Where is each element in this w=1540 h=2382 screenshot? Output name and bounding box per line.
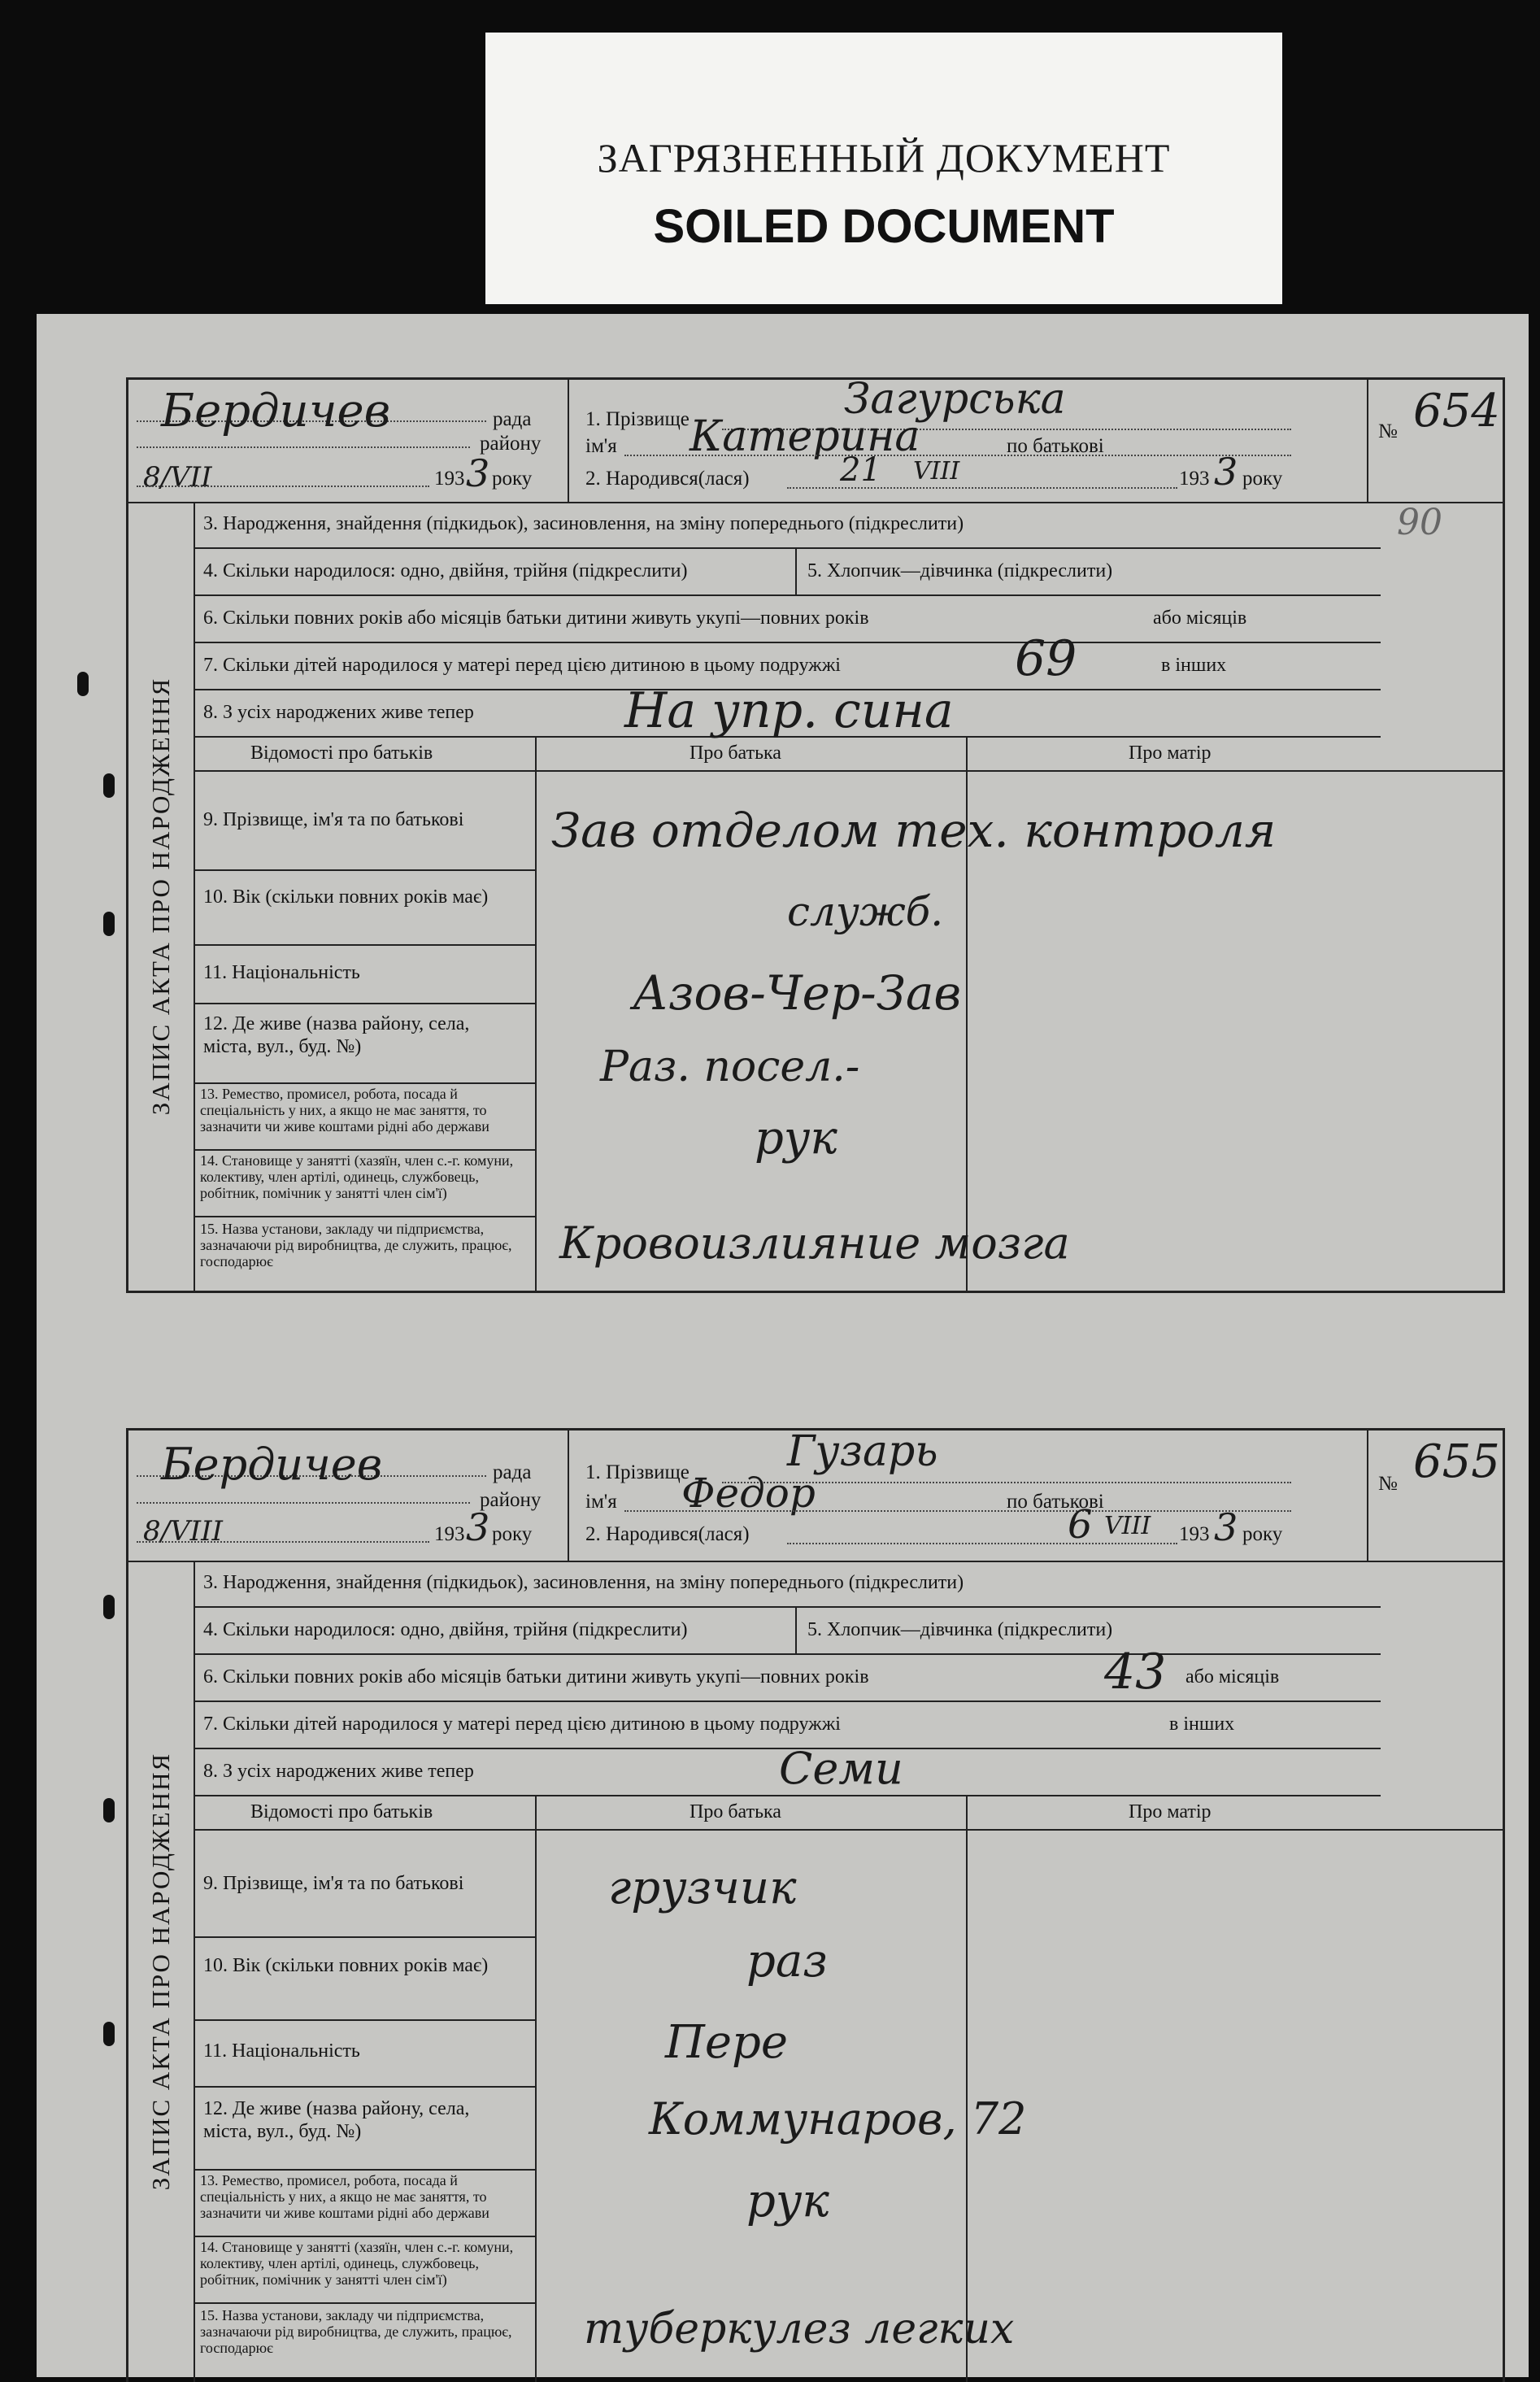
q14-label: 14. Становище у занятті (хазяїн, член с.-г. комуни, колективу, член артілі, одинець, службовець, робітник, помічник у занятті член сім'ї) bbox=[200, 2239, 514, 2288]
side-title: ЗАПИС АКТА ПРО НАРОДЖЕННЯ bbox=[128, 1561, 195, 2382]
q10-label: 10. Вік (скільки повних років має) bbox=[203, 1955, 489, 1976]
year-label-2: 193 bbox=[1179, 468, 1210, 490]
q10-label: 10. Вік (скільки повних років має) bbox=[203, 886, 489, 908]
po-batkovi-label: по батькові bbox=[1007, 435, 1104, 457]
margin-note: 90 bbox=[1397, 502, 1442, 543]
binding-hole bbox=[103, 2022, 115, 2046]
registration-year: 3 bbox=[466, 1505, 490, 1549]
record-header bbox=[128, 375, 1503, 503]
q9-label: 9. Прізвище, ім'я та по батькові bbox=[203, 1873, 464, 1894]
q3-label: 3. Народження, знайдення (підкидьок), засиновлення, на зміну попереднього (підкреслити) bbox=[203, 513, 964, 534]
q7-value: 69 bbox=[1015, 630, 1077, 687]
col-father: Про батька bbox=[690, 1801, 781, 1822]
q6-label: 6. Скільки повних років або місяців батьки дитини живуть укупі—повних років bbox=[203, 607, 869, 629]
q3-label: 3. Народження, знайдення (підкидьок), засиновлення, на зміну попереднього (підкреслити) bbox=[203, 1572, 964, 1593]
child-identity bbox=[568, 1427, 1316, 1561]
father-line-5: рук bbox=[755, 1112, 837, 1165]
roku-label: року bbox=[492, 468, 533, 490]
stamp-line-russian: ЗАГРЯЗНЕННЫЙ ДОКУМЕНТ bbox=[597, 135, 1171, 181]
father-occupation: грузчик bbox=[608, 1862, 797, 1914]
q6-label: 6. Скільки повних років або місяців батьки дитини живуть укупі—повних років bbox=[203, 1666, 869, 1687]
q2-label: 2. Народився(лася) bbox=[585, 1523, 750, 1545]
q15-label: 15. Назва установи, закладу чи підприємства, зазначаючи рід виробництва, де служить, працює, господарює bbox=[200, 2307, 512, 2356]
po-batkovi-label: по батькові bbox=[1007, 1491, 1104, 1513]
surname-handwritten: Загурська bbox=[844, 375, 1066, 424]
col-father: Про батька bbox=[690, 742, 781, 764]
col-parents: Відомості про батьків bbox=[250, 1801, 433, 1822]
q15-value: Кровоизлияние мозга bbox=[559, 1217, 1070, 1269]
q1-label: 1. Прізвище bbox=[585, 408, 690, 430]
record-header bbox=[128, 1427, 1503, 1562]
q11-label: 11. Національність bbox=[203, 962, 360, 983]
side-title: ЗАПИС АКТА ПРО НАРОДЖЕННЯ bbox=[128, 502, 195, 1291]
birth-day: 21 bbox=[840, 451, 881, 489]
q7-other-label: в інших bbox=[1161, 655, 1227, 676]
binding-hole bbox=[103, 912, 115, 936]
rada-handwritten: Бердичев bbox=[161, 385, 391, 438]
q8-label: 8. З усіх народжених живе тепер bbox=[203, 1761, 474, 1782]
col-parents: Відомості про батьків bbox=[250, 742, 433, 764]
year-label: 193 bbox=[434, 468, 465, 490]
q2-label: 2. Народився(лася) bbox=[585, 468, 750, 490]
surname-handwritten: Гузарь bbox=[787, 1427, 938, 1476]
record-number: 654 bbox=[1413, 385, 1500, 438]
q15-value: туберкулез легких bbox=[584, 2305, 1015, 2354]
roku-label-2: року bbox=[1242, 468, 1283, 490]
birth-year: 3 bbox=[1214, 1505, 1238, 1549]
q6-months-label: або місяців bbox=[1153, 607, 1247, 629]
rada-handwritten: Бердичев bbox=[161, 1439, 383, 1490]
record-number-box bbox=[1367, 1431, 1503, 1561]
raionu-label: району bbox=[480, 433, 542, 455]
father-line-4: Раз. посел.- bbox=[600, 1043, 860, 1091]
binding-hole bbox=[77, 672, 89, 696]
birth-record-655 bbox=[126, 1428, 1505, 2382]
roku-label: року bbox=[492, 1523, 533, 1545]
father-line-3: Азов-Чер-Зав bbox=[633, 965, 962, 1021]
q9-label: 9. Прізвище, ім'я та по батькові bbox=[203, 809, 464, 830]
q15-label: 15. Назва установи, закладу чи підприємства, зазначаючи рід виробництва, де служить, працює, господарює bbox=[200, 1221, 512, 1269]
roku-label-2: року bbox=[1242, 1523, 1283, 1545]
birth-year: 3 bbox=[1214, 450, 1238, 494]
birth-month: VIII bbox=[1104, 1512, 1151, 1540]
child-identity bbox=[568, 375, 1316, 502]
registration-date: 8/VIII bbox=[143, 1515, 223, 1548]
q12-label: 12. Де живе (назва району, села, міста, вул., буд. №) bbox=[203, 1013, 470, 1057]
q11-label: 11. Національність bbox=[203, 2040, 360, 2062]
record-sheet bbox=[37, 314, 1529, 2377]
number-sign: № bbox=[1378, 420, 1398, 442]
rada-label: рада bbox=[493, 408, 532, 430]
q7-label: 7. Скільки дітей народилося у матері перед цією дитиною в цьому подружжі bbox=[203, 1714, 841, 1735]
father-line-5: рук bbox=[746, 2175, 829, 2227]
q1-label: 1. Прізвище bbox=[585, 1461, 690, 1483]
registration-office bbox=[128, 1431, 569, 1561]
q6-value: 43 bbox=[1104, 1644, 1167, 1700]
q13-label: 13. Ремество, промисел, робота, посада й спеціальність у них, а якщо не має заняття, то зазначити чи живе коштами рідні або держави bbox=[200, 1086, 489, 1134]
q8-label: 8. З усіх народжених живе тепер bbox=[203, 702, 474, 723]
binding-hole bbox=[103, 1798, 115, 1822]
q14-label: 14. Становище у занятті (хазяїн, член с.-г. комуни, колективу, член артілі, одинець, службовець, робітник, помічник у занятті член сім'ї) bbox=[200, 1152, 514, 1201]
record-number-box bbox=[1367, 380, 1503, 502]
year-label-2: 193 bbox=[1179, 1523, 1210, 1545]
registration-year: 3 bbox=[466, 451, 490, 495]
father-line-2: раз bbox=[746, 1935, 828, 1988]
q7-other-label: в інших bbox=[1169, 1714, 1235, 1735]
name-handwritten: Федор bbox=[681, 1470, 816, 1517]
q13-label: 13. Ремество, промисел, робота, посада й спеціальність у них, а якщо не має заняття, то зазначити чи живе коштами рідні або держави bbox=[200, 2172, 489, 2221]
year-label: 193 bbox=[434, 1523, 465, 1545]
name-handwritten: Катерина bbox=[690, 412, 920, 461]
col-mother: Про матір bbox=[1129, 742, 1212, 764]
q8-value: Семи bbox=[779, 1743, 903, 1794]
binding-hole bbox=[103, 1595, 115, 1619]
q4-label: 4. Скільки народилося: одно, двійня, трійня (підкреслити) bbox=[203, 1619, 688, 1640]
soiled-document-stamp bbox=[485, 33, 1282, 304]
binding-hole bbox=[103, 773, 115, 798]
birth-day: 6 bbox=[1068, 1502, 1093, 1548]
imya-label: ім'я bbox=[585, 435, 617, 457]
q7-label: 7. Скільки дітей народилося у матері перед цією дитиною в цьому подружжі bbox=[203, 655, 841, 676]
father-line-4: Коммунаров, 72 bbox=[649, 2093, 1027, 2145]
father-occupation: Зав отделом тех. контроля bbox=[551, 803, 1277, 858]
record-number: 655 bbox=[1413, 1435, 1500, 1488]
birth-month: VIII bbox=[913, 457, 960, 486]
q6-months-label: або місяців bbox=[1185, 1666, 1280, 1687]
imya-label: ім'я bbox=[585, 1491, 617, 1513]
q8-value: На упр. сина bbox=[624, 682, 954, 739]
number-sign: № bbox=[1378, 1473, 1398, 1495]
birth-record-654 bbox=[126, 377, 1505, 1293]
rada-label: рада bbox=[493, 1461, 532, 1483]
col-mother: Про матір bbox=[1129, 1801, 1212, 1822]
q4-label: 4. Скільки народилося: одно, двійня, трійня (підкреслити) bbox=[203, 560, 688, 581]
q12-label: 12. Де живе (назва району, села, міста, вул., буд. №) bbox=[203, 2098, 470, 2142]
q5-label: 5. Хлопчик—дівчинка (підкреслити) bbox=[807, 560, 1113, 581]
q5-label: 5. Хлопчик—дівчинка (підкреслити) bbox=[807, 1619, 1113, 1640]
father-line-2: служб. bbox=[787, 888, 944, 935]
raionu-label: району bbox=[480, 1489, 542, 1511]
stamp-line-english: SOILED DOCUMENT bbox=[653, 200, 1115, 253]
registration-date: 8/VII bbox=[143, 461, 212, 494]
father-line-3: Пере bbox=[665, 2016, 788, 2069]
registration-office bbox=[128, 380, 569, 502]
